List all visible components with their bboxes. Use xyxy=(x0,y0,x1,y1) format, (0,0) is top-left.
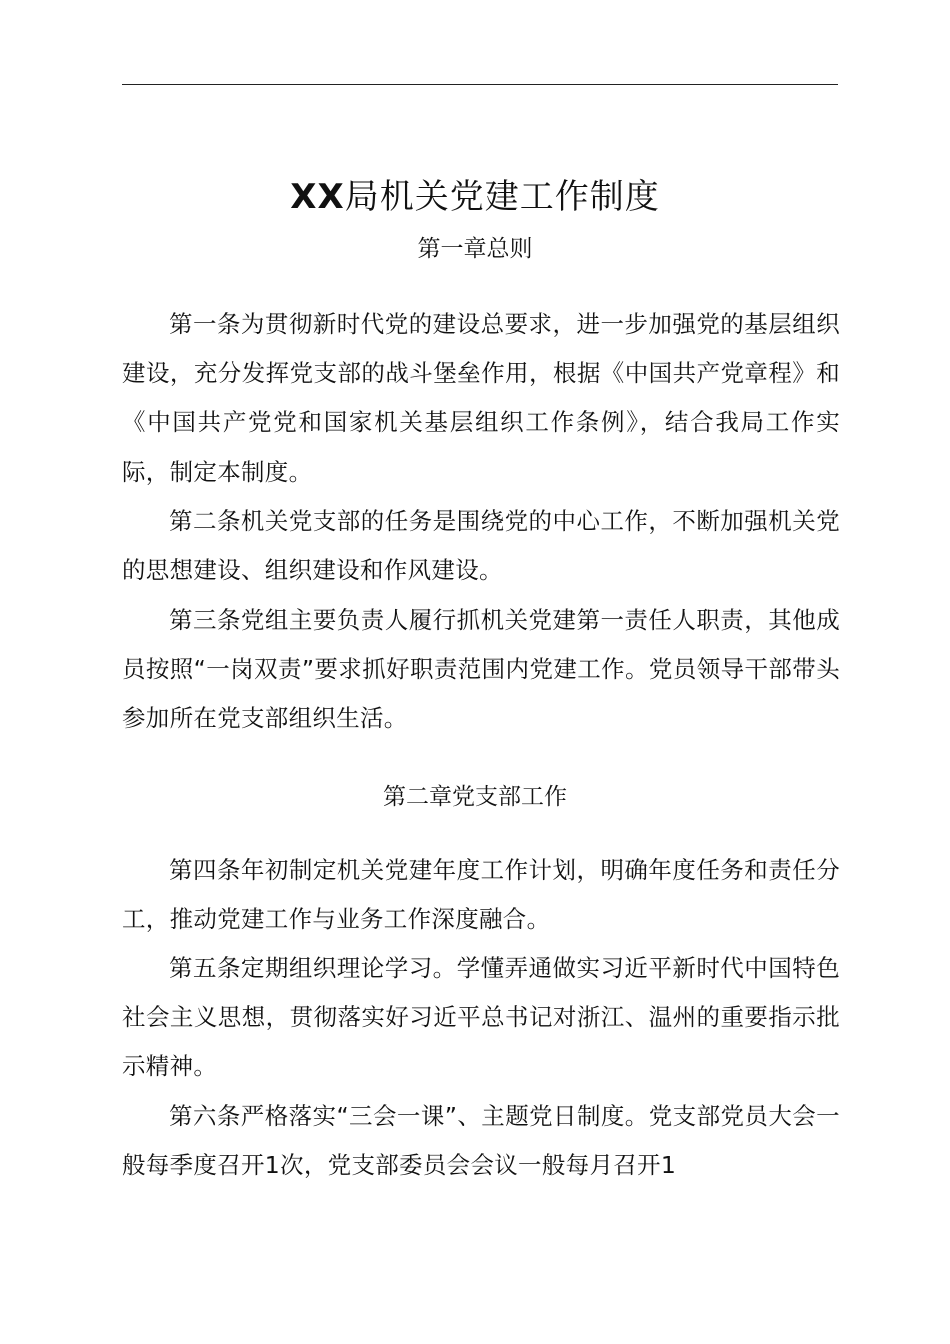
article-paragraph: 第四条年初制定机关党建年度工作计划，明确年度任务和责任分工，推动党建工作与业务工作深度融合。 xyxy=(122,856,840,934)
chapter-heading: 第一章总则 xyxy=(417,236,533,262)
title-prefix: XX xyxy=(290,176,345,217)
article-paragraph: 第六条严格落实“三会一课”、主题党日制度。党支部党员大会一般每季度召开1次，党支部委员会会议一般每月召开1 xyxy=(122,1102,840,1180)
article-paragraph: 第一条为贯彻新时代党的建设总要求，进一步加强党的基层组织建设，充分发挥党支部的战斗堡垒作用，根据《中国共产党章程》和《中国共产党党和国家机关基层组织工作条例》，结合我局工作实际，制定本制度。 xyxy=(122,310,840,486)
title-main: 局机关党建工作制度 xyxy=(344,176,660,217)
article-paragraph: 第五条定期组织理论学习。学懂弄通做实习近平新时代中国特色社会主义思想，贯彻落实好习近平总书记对浙江、温州的重要指示批示精神。 xyxy=(122,954,840,1081)
chapter-heading: 第二章党支部工作 xyxy=(383,784,567,810)
document-title xyxy=(0,173,950,221)
article-paragraph: 第二条机关党支部的任务是围绕党的中心工作，不断加强机关党的思想建设、组织建设和作风建设。 xyxy=(122,507,840,585)
header-rule xyxy=(122,84,838,85)
article-paragraph: 第三条党组主要负责人履行抓机关党建第一责任人职责，其他成员按照“一岗双责”要求抓好职责范围内党建工作。党员领导干部带头参加所在党支部组织生活。 xyxy=(122,606,840,733)
